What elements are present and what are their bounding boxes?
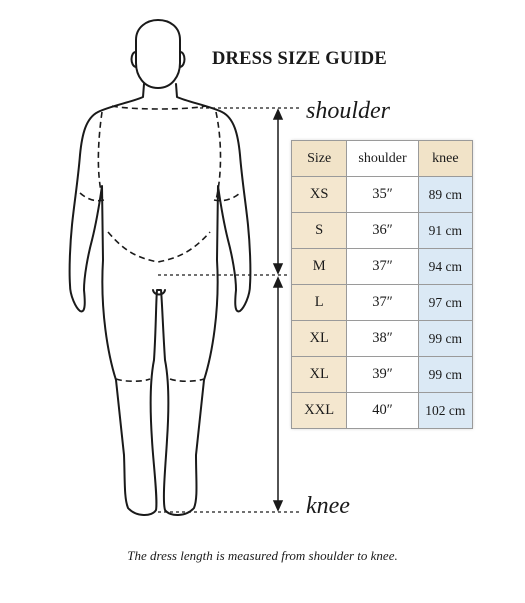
guide-armhole-right [216,112,221,200]
cell-knee: 99 cm [418,357,472,393]
cell-shoulder: 40″ [347,393,418,429]
cell-shoulder: 37″ [347,249,418,285]
table-row [292,249,473,285]
cell-knee: 97 cm [418,285,472,321]
table-header-row [292,141,473,177]
cell-size: XXL [292,393,347,429]
cell-shoulder: 39″ [347,357,418,393]
cell-shoulder: 38″ [347,321,418,357]
cell-knee: 102 cm [418,393,472,429]
cell-size: XL [292,357,347,393]
cell-size: L [292,285,347,321]
table-row [292,213,473,249]
table-row [292,285,473,321]
table-row [292,321,473,357]
arrow-upper-head-bottom [274,264,282,273]
cell-size: S [292,213,347,249]
arrow-lower-head-top [274,278,282,287]
cell-shoulder: 35″ [347,177,418,213]
size-table [291,140,473,429]
cell-size: M [292,249,347,285]
cell-size: XS [292,177,347,213]
guide-bodice [108,232,210,262]
cell-size: XL [292,321,347,357]
page-title: DRESS SIZE GUIDE [212,49,387,69]
arrow-upper-head-top [274,110,282,119]
measurement-note: The dress length is measured from shoulder to knee. [127,548,398,563]
table-row [292,177,473,213]
table-row [292,393,473,429]
guide-hem-right [170,379,204,381]
cell-knee: 99 cm [418,321,472,357]
header-size: Size [292,141,347,177]
arrow-lower-head-bottom [274,501,282,510]
figure-body-outline [70,84,251,515]
figure-head [136,20,180,88]
cell-knee: 94 cm [418,249,472,285]
cell-knee: 89 cm [418,177,472,213]
knee-callout: knee [306,493,350,519]
guide-neckline [112,106,206,109]
cell-shoulder: 36″ [347,213,418,249]
header-knee: knee [418,141,472,177]
cell-knee: 91 cm [418,213,472,249]
table-row [292,357,473,393]
cell-shoulder: 37″ [347,285,418,321]
shoulder-callout: shoulder [306,98,390,124]
guide-hem-left [116,379,150,381]
header-shoulder: shoulder [347,141,418,177]
